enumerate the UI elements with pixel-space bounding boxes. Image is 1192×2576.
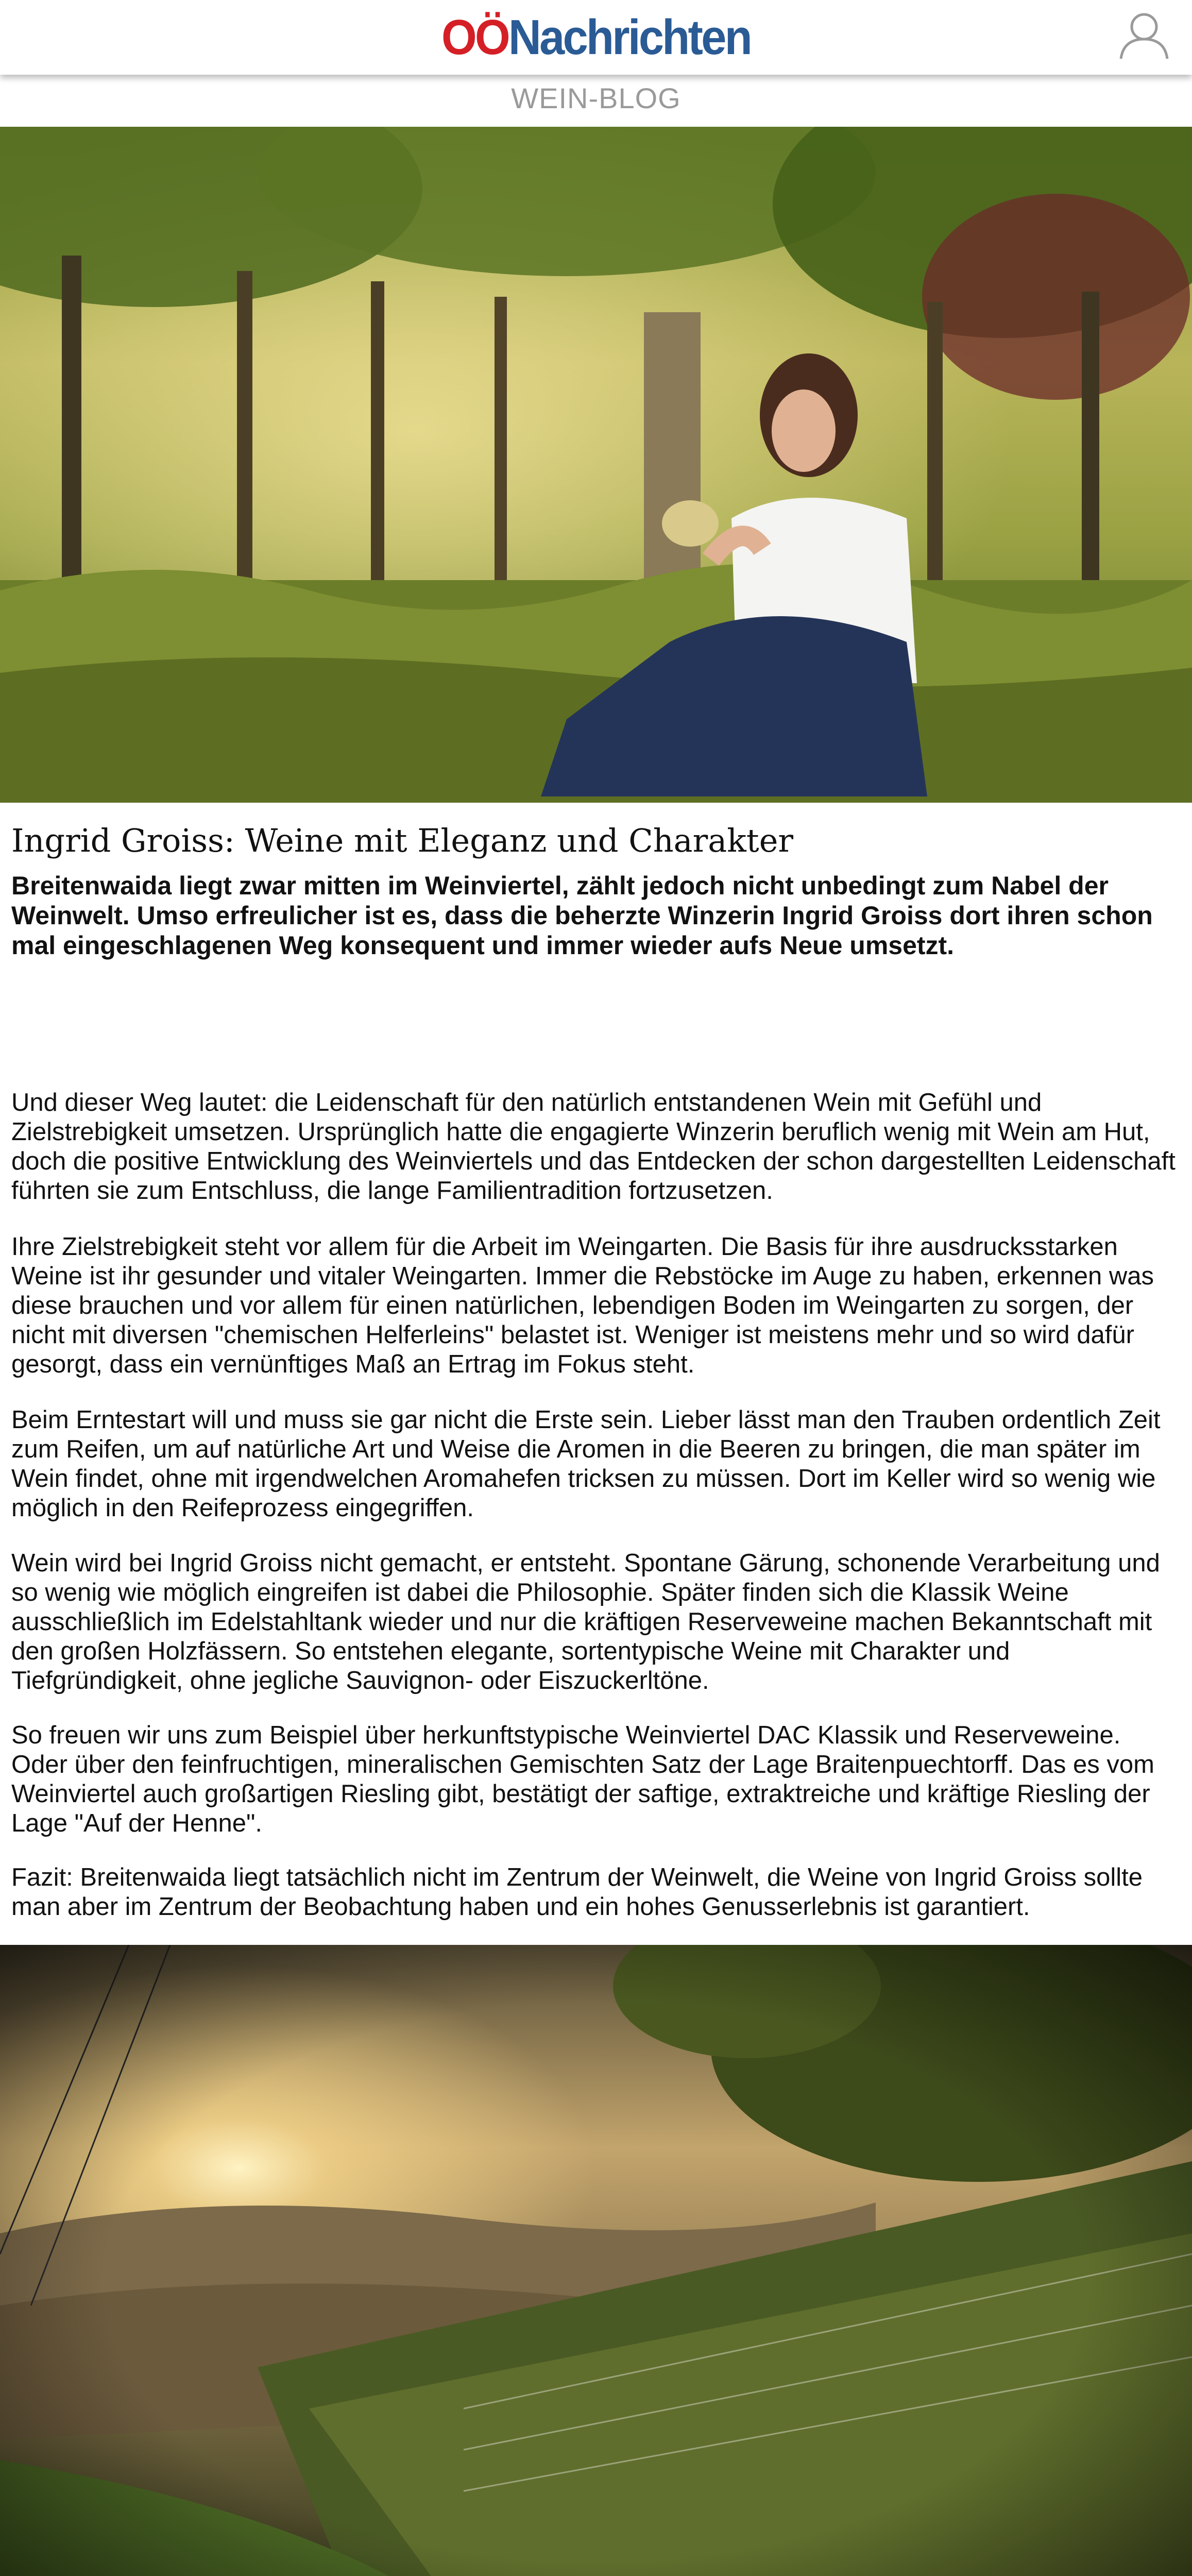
site-logo[interactable] — [48, 9, 1145, 66]
article-paragraph: So freuen wir uns zum Beispiel über herkunftstypische Weinviertel DAC Klassik und Reserveweine. Oder über den feinfruchtigen, mineralischen Gemischten Satz der Lage Braitenpuechtorff. Das es vom Weinviertel auch großartigen Riesling gibt, bestätigt der saftige, extraktreiche und kräftige Riesling der Lage "Auf der Henne". — [11, 1721, 1154, 1837]
site-header — [0, 0, 1192, 75]
article-title: Ingrid Groiss: Weine mit Eleganz und Charakter — [11, 822, 794, 859]
article-lead: Breitenwaida liegt zwar mitten im Weinviertel, zählt jedoch nicht unbedingt zum Nabel der Weinwelt. Umso erfreulicher ist es, dass die beherzte Winzerin Ingrid Groiss dort ihren schon mal eingeschlagenen Weg konsequent und immer wieder aufs Neue umsetzt. — [11, 871, 1153, 960]
landscape-image — [0, 1945, 1192, 2576]
section-label[interactable]: WEIN-BLOG — [511, 82, 681, 114]
article-paragraph: Wein wird bei Ingrid Groiss nicht gemacht, er entsteht. Spontane Gärung, schonende Verarbeitung und so wenig wie möglich eingreifen ist dabei die Philosophie. Später finden sich die Klassik Weine ausschließlich im Edelstahltank wieder und nur die kräftigen Reserveweine machen Bekanntschaft mit den großen Holzfässern. So entstehen elegante, sortentypische Weine mit Charakter und Tiefgründigkeit, ohne jegliche Sauvignon- oder Eiszuckerltöne. — [11, 1549, 1160, 1694]
article-paragraph: Ihre Zielstrebigkeit steht vor allem für die Arbeit im Weingarten. Die Basis für ihre ausdrucksstarken Weine ist ihr gesunder und vitaler Weingarten. Immer die Rebstöcke im Auge zu haben, erkennen was diese brauchen und vor allem für einen natürlichen, lebendigen Boden im Weingarten zu sorgen, der nicht mit diversen "chemischen Helferleins" belastet ist. Weniger ist meistens mehr und so wird dafür gesorgt, dass ein vernünftiges Maß an Ertrag im Fokus steht. — [11, 1233, 1154, 1378]
article-paragraph: Fazit: Breitenwaida liegt tatsächlich nicht im Zentrum der Weinwelt, die Weine von Ingrid Groiss sollte man aber im Zentrum der Beobachtung haben und ein hohes Genusserlebnis ist garantiert. — [11, 1863, 1143, 1921]
article-paragraph: Beim Erntestart will und muss sie gar nicht die Erste sein. Lieber lässt man den Trauben ordentlich Zeit zum Reifen, um auf natürliche Art und Weise die Aromen in die Beeren zu bringen, die man später im Wein findet, ohne mit irgendwelchen Aromahefen tricksen zu müssen. Dort im Keller wird so wenig wie möglich in den Reifeprozess eingegriffen. — [11, 1406, 1161, 1522]
logo-oo: OÖ — [441, 10, 509, 65]
article-paragraph: Und dieser Weg lautet: die Leidenschaft für den natürlich entstandenen Wein mit Gefühl und Zielstrebigkeit umsetzen. Ursprünglich hatte die engagierte Winzerin beruflich wenig mit Wein am Hut, doch die positive Entwicklung des Weinviertels und das Entdecken der schon dargestellten Leidenschaft führten sie zum Entschluss, die lange Familientradition fortzusetzen. — [11, 1089, 1176, 1205]
logo-nachrichten: Nachrichten — [508, 10, 751, 65]
hero-image — [0, 127, 1192, 803]
user-icon[interactable] — [1116, 7, 1172, 64]
